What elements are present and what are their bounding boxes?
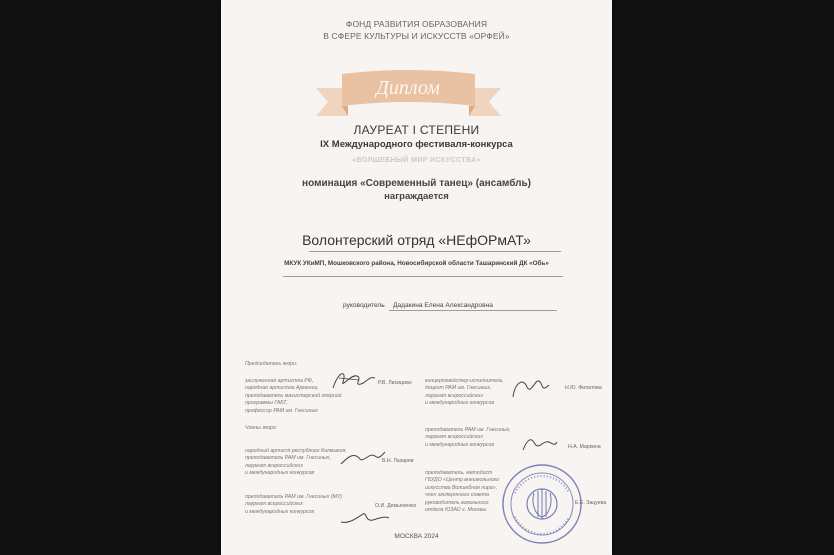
signature-member2: [339, 508, 391, 528]
jury-chair-label: Председатель жюри:: [245, 361, 298, 367]
fund-title-line1: ФОНД РАЗВИТИЯ ОБРАЗОВАНИЯ: [345, 19, 488, 29]
jury-member4-name: Н.А. Маркина: [568, 444, 601, 450]
jury-member1-desc: народный артист республики Калмыкия, преподаватель РАМ им. Гнесиных, лауреат всероссийских и международных конкурсов: [245, 448, 347, 477]
leader-label: руководитель: [343, 302, 385, 309]
awarded-label: награждается: [384, 191, 449, 202]
jury-member1-name: В.Н. Лазарев: [382, 458, 414, 464]
jury-member3-desc: концертмейстер-исполнитель, доцент РАМ им. Гнесиных, лауреат всероссийских и международных конкурсов: [425, 378, 504, 407]
right-dark-margin: [613, 0, 834, 555]
laureate-title: ЛАУРЕАТ I СТЕПЕНИ: [353, 123, 480, 137]
jury-chair-name: Р.В. Лисициан: [378, 380, 412, 386]
footer-city-year: МОСКВА 2024: [394, 533, 439, 540]
jury-member5-desc: преподаватель, методист ГБУДО «Центр внешкольного искусства Волшебная лира», член экспертного совета руководитель вокального отдела ЮЗАО г. Москвы: [425, 470, 500, 514]
festival-title: IX Международного фестиваля-конкурса: [320, 139, 513, 150]
signature-chair: [329, 368, 377, 394]
nomination: номинация «Современный танец» (ансамбль): [302, 178, 531, 189]
jury-member3-name: Н.Ю. Филатова: [565, 385, 602, 391]
diploma-ribbon: [316, 68, 501, 128]
recipient-name: Волонтерский отряд «НЕфОРмАТ»: [302, 232, 531, 248]
fund-title-line2: В СФЕРЕ КУЛЬТУРЫ И ИСКУССТВ «ОРФЕЙ»: [323, 31, 510, 41]
leader-underline: [389, 310, 557, 311]
institution: МКУК УКиМП, Мошковского района, Новосибирской области Ташаринский ДК «Обь»: [284, 260, 549, 267]
jury-member2-name: О.И. Демьяненко: [375, 503, 417, 509]
ribbon-text: Диплом: [376, 77, 440, 99]
leader-name: Дадакина Елена Александровна: [393, 302, 493, 309]
jury-member5-name: Е.Е. Зацуева: [575, 500, 607, 506]
festival-name: «ВОЛШЕБНЫЙ МИР ИСКУССТВА»: [352, 157, 481, 164]
institution-underline: [283, 276, 563, 277]
signature-member1: [339, 448, 387, 470]
jury-members-label: Члены жюри:: [245, 425, 278, 431]
left-dark-margin: [0, 0, 221, 555]
signature-member4: [519, 432, 559, 456]
jury-member2-desc: преподаватель РАМ им. Гнесиных (МУ) лауреат всероссийских и международных конкурсов: [245, 494, 342, 515]
recipient-underline: [309, 251, 561, 252]
diploma-page: [221, 0, 612, 555]
jury-member4-desc: преподаватель РАМ им. Гнесиных, лауреат всероссийских и международных конкурсов: [425, 427, 511, 448]
jury-chair-desc: заслуженная артистка РФ, народная артистка Армении, преподаватель магистерской оперной программы ГАБТ, профессор РАМ им. Гнесиных: [245, 378, 342, 414]
signature-member3: [509, 373, 555, 403]
